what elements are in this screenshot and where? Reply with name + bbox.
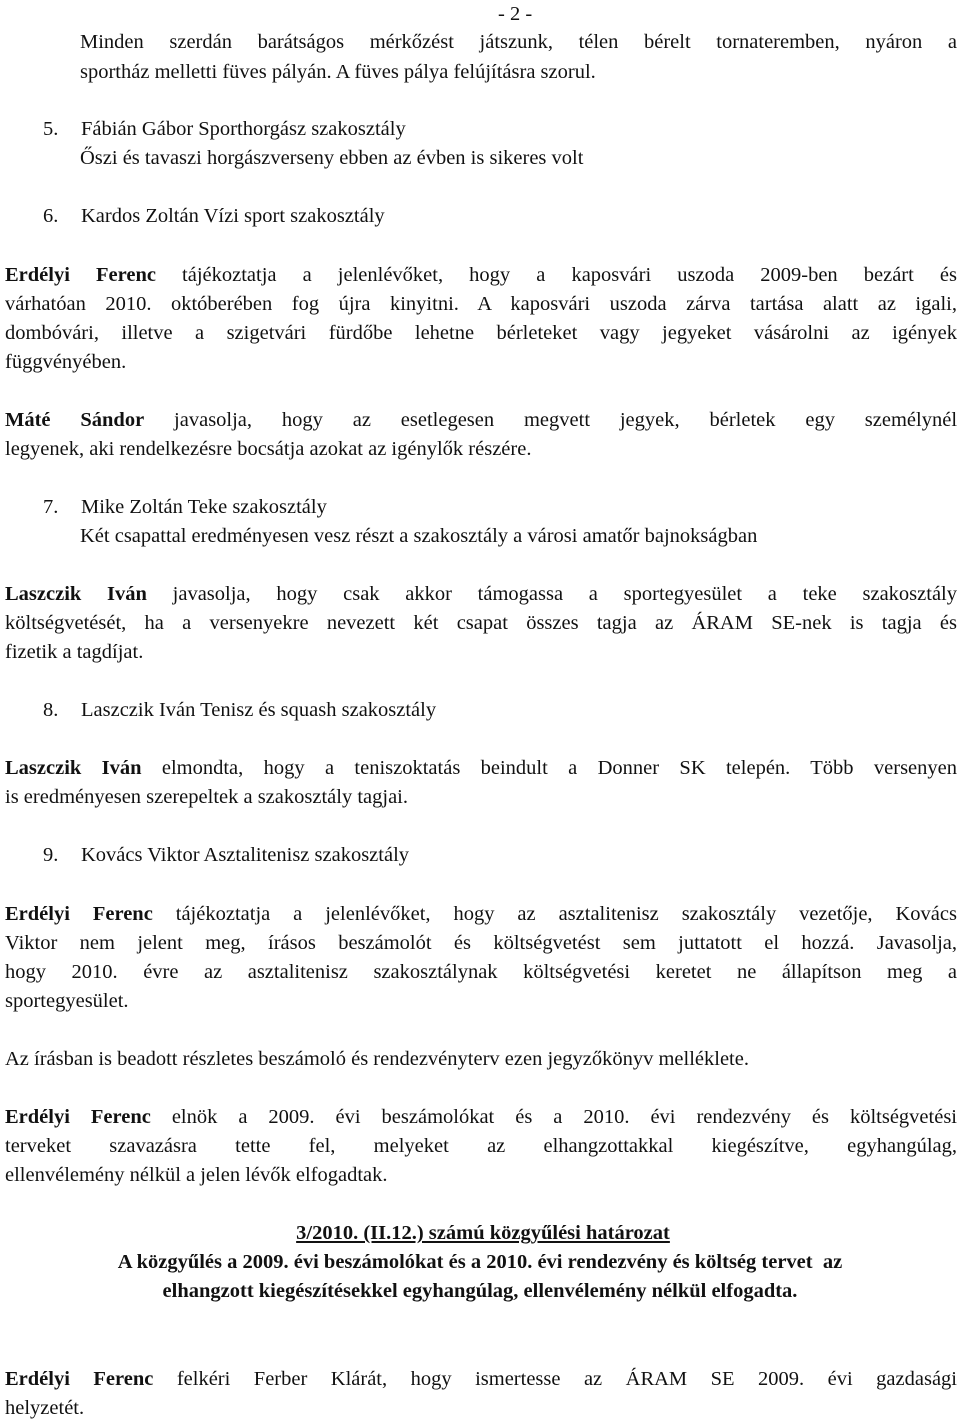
resolution-line-1: A közgyűlés a 2009. évi beszámolókat és a 2010. évi rendezvény és költség tervet az <box>117 1251 843 1273</box>
item-7-number: 7. <box>43 496 59 518</box>
resolution-title: 3/2010. (II.12.) számú közgyűlési határozat <box>296 1222 670 1244</box>
item-6-p2-line-2: legyenek, aki rendelkezésre bocsátja azokat az igénylők részére. <box>5 438 532 460</box>
item-9-p-line-1: Erdélyi Ferenc tájékoztatja a jelenlévőket, hogy az asztalitenisz szakosztály vezetője, Kovács <box>5 903 957 925</box>
intro-line-1: Minden szerdán barátságos mérkőzést játszunk, télen bérelt tornateremben, nyáron a <box>80 31 957 53</box>
item-9-p-line-4: sportegyesület. <box>5 990 129 1012</box>
item-5-heading <box>43 117 960 141</box>
speaker-name: Erdélyi Ferenc <box>5 264 156 286</box>
speaker-name: Erdélyi Ferenc <box>5 1106 151 1128</box>
resolution-line-2: elhangzott kiegészítésekkel egyhangúlag, ellenvélemény nélkül elfogadta. <box>162 1280 798 1302</box>
item-9-p-line-3: hogy 2010. évre az asztalitenisz szakosztálynak költségvetési keretet ne állapítson meg a <box>5 961 957 983</box>
item-6-p1-line-1: Erdélyi Ferenc tájékoztatja a jelenlévőket, hogy a kaposvári uszoda 2009-ben bezárt és <box>5 264 957 286</box>
item-6-p1-line-2: várhatóan 2010. októberében fog újra kinyitni. A kaposvári uszoda zárva tartása alatt az igali, <box>5 293 957 315</box>
speaker-name: Erdélyi Ferenc <box>5 903 153 925</box>
item-6-number: 6. <box>43 205 59 227</box>
item-8-p-line-1: Laszczik Iván elmondta, hogy a teniszoktatás beindult a Donner SK telepén. Több versenyen <box>5 757 957 779</box>
item-6-p1-line-4: függvényében. <box>5 351 127 373</box>
item-7-text: Két csapattal eredményesen vesz részt a szakosztály a városi amatőr bajnokságban <box>80 525 758 547</box>
item-9-title: Kovács Viktor Asztalitenisz szakosztály <box>81 844 410 866</box>
item-9-number: 9. <box>43 844 59 866</box>
attachment-note: Az írásban is beadott részletes beszámoló és rendezvényterv ezen jegyzőkönyv melléklete. <box>5 1048 749 1070</box>
item-7-p-line-2: költségvetését, ha a versenyekre nevezett két csapat összes tagja az ÁRAM SE-nek is tagja és <box>5 612 957 634</box>
item-8-heading <box>43 698 960 722</box>
item-6-p1-line-3: dombóvári, illetve a szigetvári fürdőbe lehetne bérleteket vagy jegyeket vásárolni az igények <box>5 322 957 344</box>
final-line-1: Erdélyi Ferenc felkéri Ferber Klárát, hogy ismertesse az ÁRAM SE 2009. évi gazdasági <box>5 1368 957 1390</box>
item-7-heading <box>43 495 960 519</box>
item-8-p-line-2: is eredményesen szerepeltek a szakosztály tagjai. <box>5 786 408 808</box>
vote-line-3: ellenvélemény nélkül a jelen lévők elfogadtak. <box>5 1164 388 1186</box>
item-9-p-line-2: Viktor nem jelent meg, írásos beszámolót és költségvetést sem juttatott el hozzá. Javasolja, <box>5 932 957 954</box>
item-5-number: 5. <box>43 118 59 140</box>
speaker-name: Erdélyi Ferenc <box>5 1368 154 1390</box>
vote-line-1: Erdélyi Ferenc elnök a 2009. évi beszámolókat és a 2010. évi rendezvény és költségvetési <box>5 1106 958 1128</box>
item-6-p2-line-1: Máté Sándor javasolja, hogy az esetlegesen megvett jegyek, bérletek egy személynél <box>5 409 958 431</box>
speaker-name: Laszczik Iván <box>5 583 147 605</box>
intro-line-2: sportház melletti füves pályán. A füves pálya felújításra szorul. <box>80 61 596 83</box>
final-line-2: helyzetét. <box>5 1397 85 1419</box>
vote-line-2: terveket szavazásra tette fel, melyeket az elhangzottakkal kiegészítve, egyhangúlag, <box>5 1135 957 1157</box>
item-7-title: Mike Zoltán Teke szakosztály <box>81 496 327 518</box>
speaker-name: Máté Sándor <box>5 409 145 431</box>
item-9-heading <box>43 843 960 867</box>
item-5-text: Őszi és tavaszi horgászverseny ebben az évben is sikeres volt <box>80 147 584 169</box>
item-8-title: Laszczik Iván Tenisz és squash szakosztály <box>81 699 437 721</box>
speaker-name: Laszczik Iván <box>5 757 142 779</box>
item-6-heading <box>43 204 960 228</box>
item-6-title: Kardos Zoltán Vízi sport szakosztály <box>81 205 385 227</box>
item-7-p-line-1: Laszczik Iván javasolja, hogy csak akkor támogassa a sportegyesület a teke szakosztály <box>5 583 957 605</box>
item-7-p-line-3: fizetik a tagdíjat. <box>5 641 144 663</box>
item-8-number: 8. <box>43 699 59 721</box>
item-5-title: Fábián Gábor Sporthorgász szakosztály <box>81 118 406 140</box>
page-number: - 2 - <box>498 3 533 25</box>
